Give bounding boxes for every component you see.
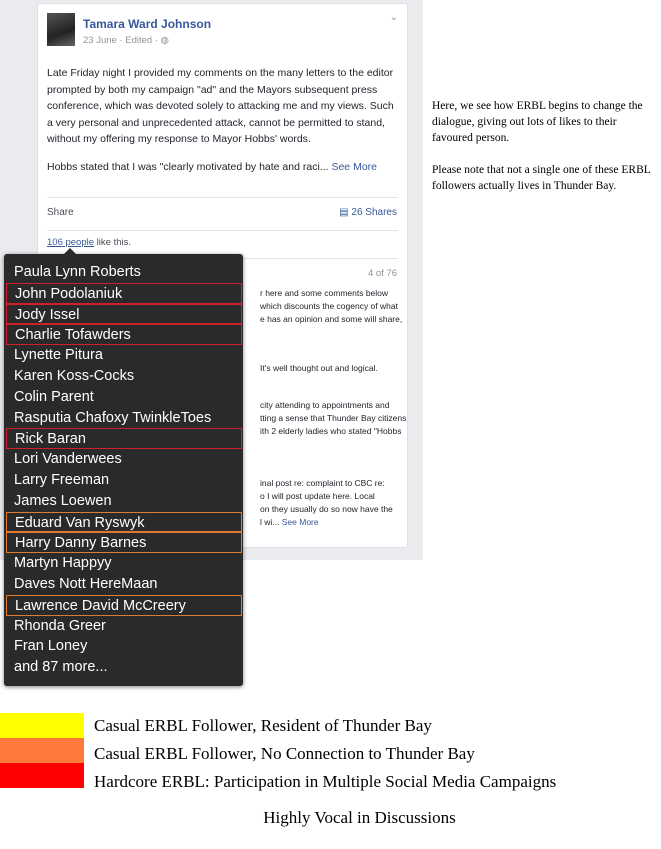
- comment-snippet: e has an opinion and some will share,: [260, 314, 403, 324]
- legend-swatch: [0, 713, 84, 738]
- liker-name[interactable]: Lori Vanderwees: [14, 451, 122, 468]
- shares-icon: ▤: [339, 207, 349, 218]
- legend-row-yellow: [0, 713, 84, 738]
- post-body: [47, 65, 399, 175]
- annotation-note: [432, 98, 654, 194]
- post-paragraph-2-text: Hobbs stated that I was "clearly motivated by hate and raci...: [47, 160, 329, 173]
- liker-name[interactable]: Colin Parent: [14, 388, 94, 405]
- liker-name[interactable]: and 87 more...: [14, 659, 108, 676]
- note-paragraph-1: Here, we see how ERBL begins to change the dialogue, giving out lots of likes to their favoured person.: [432, 100, 643, 144]
- post-paragraph-1: Late Friday night I provided my comments on the many letters to the editor prompted by both my campaign "ad" and the Mayors subsequent press conference, which was devoted solely to attacking me and my views. Such a very personal and unprecedented attack, cannot be permitted to stand, without my offering my response to Mayor Hobbs' words.: [47, 67, 394, 145]
- see-more-link[interactable]: See More: [281, 517, 319, 527]
- tooltip-notch: [64, 248, 76, 254]
- comment-snippet: o I will post update here. Local: [260, 491, 375, 501]
- legend-extra-line: Highly Vocal in Discussions: [263, 808, 456, 827]
- liker-name[interactable]: Charlie Tofawders: [6, 324, 242, 345]
- likes-suffix: like this.: [94, 237, 131, 248]
- liker-name[interactable]: Larry Freeman: [14, 471, 110, 488]
- likes-summary: [47, 237, 131, 248]
- liker-name[interactable]: John Podolaniuk: [6, 283, 242, 304]
- post-meta: 23 June · Edited · ◍: [83, 35, 169, 46]
- legend-row-red: [0, 763, 84, 788]
- comment-snippet: ith 2 elderly ladies who stated "Hobbs: [260, 426, 402, 436]
- liker-name[interactable]: Daves Nott HereMaan: [14, 575, 158, 592]
- liker-name[interactable]: Lawrence David McCreery: [6, 595, 242, 616]
- legend-label: Hardcore ERBL: Participation in Multiple Social Media Campaigns: [94, 772, 557, 791]
- liker-name[interactable]: Harry Danny Barnes: [6, 532, 242, 553]
- share-button[interactable]: Share: [47, 207, 74, 218]
- chevron-down-icon[interactable]: ⌄: [389, 12, 398, 23]
- legend-label: Casual ERBL Follower, Resident of Thunder Bay: [94, 716, 432, 735]
- divider: [47, 197, 398, 198]
- legend-row-orange: [0, 738, 84, 763]
- liker-name[interactable]: Rick Baran: [6, 428, 242, 449]
- liker-name[interactable]: James Loewen: [14, 492, 112, 509]
- liker-name[interactable]: Martyn Happyy: [14, 555, 112, 572]
- shares-count[interactable]: [339, 207, 397, 218]
- avatar[interactable]: [47, 13, 75, 46]
- divider: [47, 230, 398, 231]
- comment-snippet: city attending to appointments and: [260, 400, 390, 410]
- post-paragraph-2: [47, 159, 399, 176]
- comment-snippet: It's well thought out and logical.: [260, 363, 378, 373]
- liker-name[interactable]: Fran Loney: [14, 638, 88, 655]
- liker-name[interactable]: Paula Lynn Roberts: [14, 264, 141, 280]
- legend-swatch: [0, 763, 84, 788]
- comment-count: 4 of 76: [367, 268, 397, 279]
- comment-snippet: tting a sense that Thunder Bay citizens: [260, 413, 407, 423]
- liker-name[interactable]: Eduard Van Ryswyk: [6, 512, 242, 533]
- likers-tooltip: [4, 254, 243, 686]
- liker-name[interactable]: Karen Koss-Cocks: [14, 367, 135, 384]
- comment-snippet: which discounts the cogency of what: [260, 301, 398, 311]
- comment-snippet: inal post re: complaint to CBC re:: [260, 478, 385, 488]
- see-more-link[interactable]: See More: [331, 160, 377, 173]
- legend-label: Casual ERBL Follower, No Connection to Thunder Bay: [94, 744, 475, 763]
- comment-snippet-text: l wi...: [260, 517, 280, 527]
- likers-list: [6, 262, 242, 678]
- liker-name[interactable]: Rasputia Chafoxy TwinkleToes: [14, 409, 212, 426]
- comment-snippet: on they usually do so now have the: [260, 504, 393, 514]
- liker-name[interactable]: Lynette Pitura: [14, 347, 103, 364]
- shares-label: 26 Shares: [351, 207, 397, 218]
- comment-snippet: r here and some comments below: [260, 288, 389, 298]
- legend-swatch: [0, 738, 84, 763]
- liker-name[interactable]: Rhonda Greer: [14, 617, 106, 634]
- comment-snippet: [260, 516, 319, 529]
- post-author[interactable]: Tamara Ward Johnson: [83, 17, 212, 31]
- likes-link[interactable]: 106 people: [47, 237, 95, 248]
- liker-name[interactable]: Jody Issel: [6, 304, 242, 325]
- note-paragraph-2: Please note that not a single one of these ERBL followers actually lives in Thunder Bay.: [432, 164, 651, 192]
